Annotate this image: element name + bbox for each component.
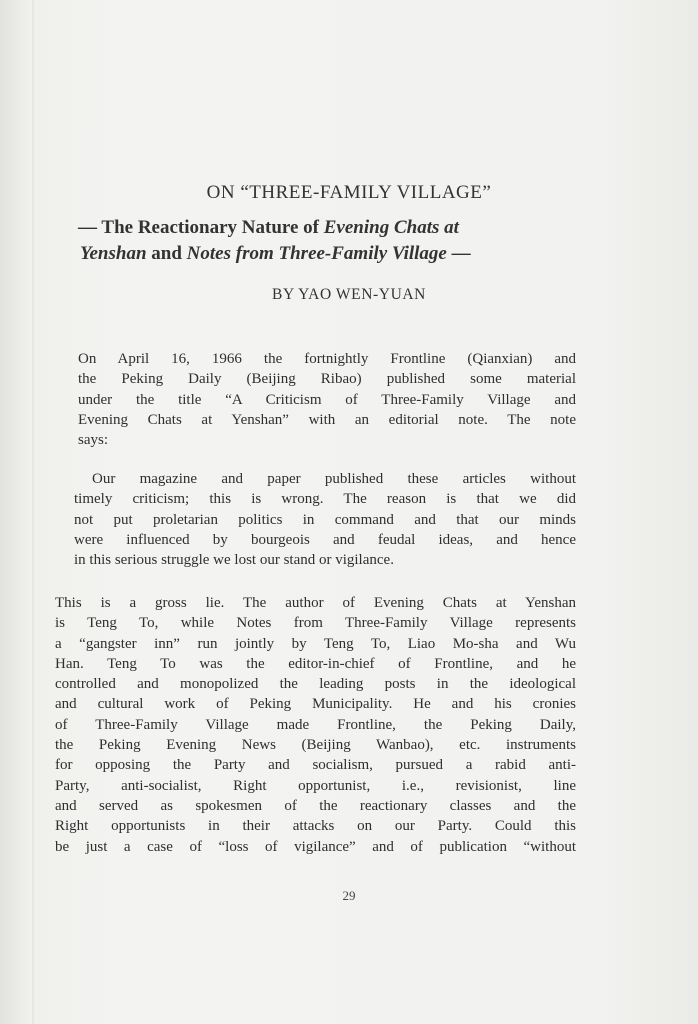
subtitle-italic-title: Evening Chats at [323, 217, 459, 238]
subtitle-text: — [446, 243, 471, 264]
text-line: of Three-Family Village made Frontline, the Peking Daily, [55, 716, 576, 733]
text-line: Han. Teng To was the editor-in-chief of Frontline, and he [55, 655, 576, 672]
text-line: the Peking Evening News (Beijing Wanbao), etc. instruments [55, 737, 576, 754]
subtitle-text: and [146, 243, 187, 264]
paragraph-2 [55, 593, 576, 857]
paragraph-1 [78, 349, 576, 450]
subtitle-line-2 [78, 241, 562, 267]
article-title: ON “THREE-FAMILY VILLAGE” [206, 182, 492, 203]
text-line: timely criticism; this is wrong. The reason is that we did [74, 491, 576, 508]
text-line: On April 16, 1966 the fortnightly Frontline (Qianxian) and [78, 351, 576, 367]
article-subtitle [78, 215, 562, 267]
author-byline: BY YAO WEN-YUAN [272, 286, 426, 303]
text-line: is Teng To, while Notes from Three-Family Village represents [55, 615, 576, 632]
text-line: and cultural work of Peking Municipality. He and his cronies [55, 696, 576, 713]
text-line: the Peking Daily (Beijing Ribao) published some material [78, 371, 576, 388]
text-line: Party, anti-socialist, Right opportunist, i.e., revisionist, line [55, 777, 576, 794]
text-line: under the title “A Criticism of Three-Family Village and [78, 391, 576, 408]
text-line: and served as spokesmen of the reactionary classes and the [55, 797, 576, 814]
text-line: Our magazine and paper published these articles without [92, 471, 576, 487]
text-line: a “gangster inn” run jointly by Teng To, Liao Mo-sha and Wu [55, 635, 576, 652]
subtitle-italic-title: Notes from Three-Family Village [186, 243, 447, 264]
page-number: 29 [342, 888, 356, 903]
block-quote [74, 469, 576, 570]
page-fold-shadow [32, 0, 34, 1024]
text-line: be just a case of “loss of vigilance” and of publication “without [55, 838, 576, 855]
text-line: for opposing the Party and socialism, pursued a rabid anti- [55, 757, 576, 774]
text-line: Evening Chats at Yenshan” with an editorial note. The note [78, 411, 576, 428]
text-line: controlled and monopolized the leading posts in the ideological [55, 676, 576, 693]
text-line: were influenced by bourgeois and feudal ideas, and hence [74, 531, 576, 548]
text-line: This is a gross lie. The author of Evening Chats at Yenshan [55, 595, 576, 611]
subtitle-text: — The Reactionary Nature of [78, 217, 324, 238]
subtitle-italic-title: Yenshan [80, 243, 147, 264]
subtitle-line-1 [78, 215, 562, 241]
text-line: Right opportunists in their attacks on our Party. Could this [55, 818, 576, 835]
text-line: says: [78, 432, 108, 449]
text-line: in this serious struggle we lost our stand or vigilance. [74, 552, 394, 569]
text-line: not put proletarian politics in command and that our minds [74, 511, 576, 528]
